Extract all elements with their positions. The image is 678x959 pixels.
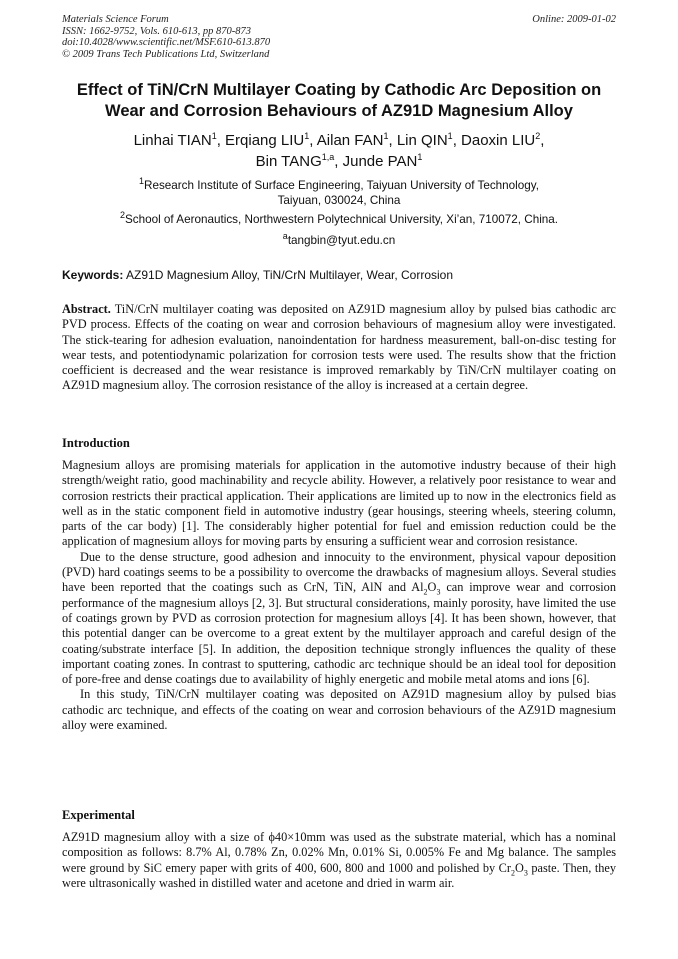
journal-header bbox=[62, 14, 616, 60]
paragraph: Due to the dense structure, good adhesion and innocuity to the environment, physical vapour deposition (PVD) hard coatings seems to be a possibility to overcome the drawbacks of magnesium alloys. Several studies have been reported that the coatings such as CrN, TiN, AlN and $Al_2O_3$ can improve wear and corrosion performance of the magnesium alloys [2, 3]. But structural considerations, mainly porosity, have limited the use of coatings grown by PVD as corrosion protection for magnesium alloys [4]. It has been shown, however, that this potential danger can be overcome to a great extent by the multilayer approach and careful design of the coating/substrate interface [5]. In addition, the deposition technique strongly influences the quality of these important coating zones. In contrast to sputtering, cathodic arc technique should be an ideal tool for deposition of pore-free and dense coatings due to availability of highly energetic and mobile metal atoms and ions [6]. bbox=[62, 549, 616, 687]
affiliation-line: Taiyuan, 030024, China bbox=[277, 194, 401, 207]
introduction-heading: Introduction bbox=[62, 436, 130, 450]
affiliation-2 bbox=[40, 212, 638, 227]
affiliation-1 bbox=[40, 178, 638, 208]
author-separator: , bbox=[540, 132, 545, 149]
author-name: Linhai TIAN bbox=[133, 132, 212, 149]
affiliation-sup: 2 bbox=[119, 210, 125, 221]
paragraph: AZ91D magnesium alloy with a size of ϕ40×10mm was used as the substrate material, which has a nominal composition as follows: 8.7% Al, 0.78% Zn, 0.02% Mn, 0.01% Si, 0.005% Fe and Mg balance. The samples were ground by SiC emery paper with grits of 400, 600, 800 and 1000 and polished by $Cr_2O_3$ paste. Then, they were ultrasonically washed in distilled water and acetone and dried in warm air. bbox=[62, 830, 616, 890]
author-list bbox=[40, 130, 638, 172]
journal-name: Materials Science Forum bbox=[62, 14, 169, 25]
title-line-1: Effect of TiN/CrN Multilayer Coating by Cathodic Arc Deposition on bbox=[76, 81, 602, 99]
author-sup: 1 bbox=[211, 131, 217, 141]
copyright-line: © 2009 Trans Tech Publications Ltd, Switzerland bbox=[62, 48, 270, 60]
author-email bbox=[40, 233, 638, 248]
email-sup: a bbox=[282, 231, 288, 242]
experimental-section bbox=[62, 830, 616, 891]
author-sup: 1 bbox=[304, 131, 310, 141]
author-name: , Ailan FAN bbox=[309, 132, 384, 149]
title-line-2: Wear and Corrosion Behaviours of AZ91D Magnesium Alloy bbox=[105, 102, 573, 120]
abstract-label: Abstract. bbox=[62, 302, 111, 316]
affiliation-line: Research Institute of Surface Engineering, Taiyuan University of Technology, bbox=[144, 179, 539, 192]
issn-line: ISSN: 1662-9752, Vols. 610-613, pp 870-873 bbox=[62, 25, 251, 37]
online-date: Online: 2009-01-02 bbox=[532, 14, 616, 25]
author-name: , Daoxin LIU bbox=[452, 132, 536, 149]
author-sup: 2 bbox=[535, 131, 541, 141]
affiliation-sup: 1 bbox=[138, 176, 144, 187]
experimental-heading: Experimental bbox=[62, 808, 135, 822]
author-name: , Lin QIN bbox=[388, 132, 448, 149]
author-sup: 1,a bbox=[321, 152, 335, 162]
author-line-1 bbox=[40, 130, 638, 151]
keywords-text: AZ91D Magnesium Alloy, TiN/CrN Multilayer, Wear, Corrosion bbox=[123, 268, 454, 282]
introduction-section bbox=[62, 458, 616, 733]
doi-line: doi:10.4028/www.scientific.net/MSF.610-613.870 bbox=[62, 37, 271, 48]
email-address: tangbin@tyut.edu.cn bbox=[287, 234, 396, 247]
keywords bbox=[62, 268, 618, 283]
author-name: Bin TANG bbox=[255, 153, 322, 170]
author-sup: 1 bbox=[447, 131, 453, 141]
paragraph: Magnesium alloys are promising materials for application in the automotive industry because of their high strength/weight ratio, good machinability and recycle ability. However, a relatively poor resistance to wear and corrosion restricts their practical application. Their applications are limited up to now in the electronics field as well as in the static component field in automotive industry (gear housings, steering wheels, steering column, parts of the car body) [1]. The considerably higher potential for fuel and emission reduction could be the application of magnesium alloys for moving parts by ensuring a sufficient wear and corrosion resistance. bbox=[62, 458, 616, 549]
keywords-label: Keywords: bbox=[62, 268, 124, 282]
author-name: , Junde PAN bbox=[334, 153, 418, 170]
author-name: , Erqiang LIU bbox=[216, 132, 305, 149]
abstract bbox=[62, 302, 616, 394]
affiliation-line: School of Aeronautics, Northwestern Polytechnical University, Xi’an, 710072, China. bbox=[124, 213, 559, 226]
author-sup: 1 bbox=[383, 131, 389, 141]
author-line-2 bbox=[40, 151, 638, 172]
abstract-text: TiN/CrN multilayer coating was deposited on AZ91D magnesium alloy by pulsed bias cathodic arc PVD process. Effects of the coating on wear and corrosion behaviours of magnesium alloy were investigated. The stick-tearing for adhesion evaluation, nanoindentation for hardness measurement, ball-on-disc testing for wear tests, and potentiodynamic polarization for corrosion tests were used. The results show that the friction coefficient is decreased and the wear resistance is improved remarkably by TiN/CrN multilayer coating on AZ91D magnesium alloy. The corrosion resistance of the alloy is increased at a certain degree. bbox=[62, 302, 616, 393]
author-sup: 1 bbox=[417, 152, 423, 162]
paper-title bbox=[40, 80, 638, 122]
paragraph: In this study, TiN/CrN multilayer coating was deposited on AZ91D magnesium alloy by pulsed bias cathodic arc technique, and effects of the coating on wear and corrosion behaviours of the AZ91D magnesium alloy were examined. bbox=[62, 687, 616, 733]
